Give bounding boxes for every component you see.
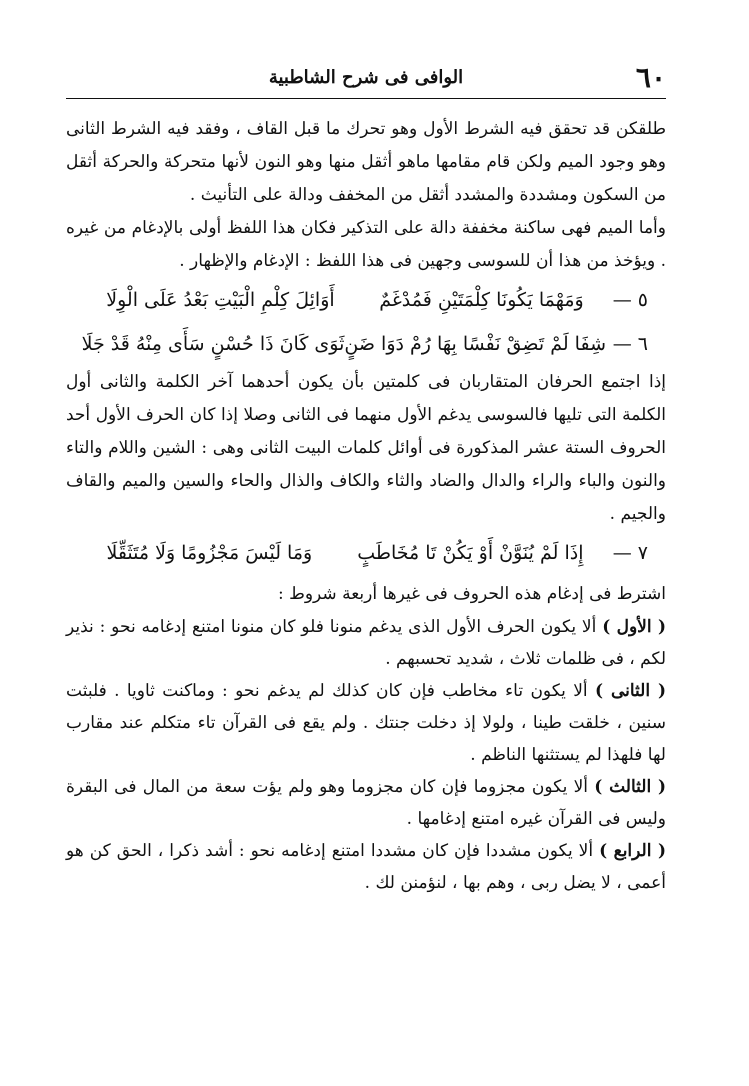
condition-third [66, 771, 666, 835]
verse-7-second-hemistich: وَمَا لَيْسَ مَجْزُومًا وَلَا مُتَثَقِّلَا [106, 542, 313, 564]
condition-second-label: ( الثانى ) [595, 681, 666, 701]
condition-fourth-text: ألا يكون مشددا فإن كان مشددا امتنع إدغامه نحو : أشد ذكرا ، الحق كن هو أعمى ، لا يضل ربى ، وهم بها ، لنؤمنن لك . [66, 841, 666, 893]
condition-first-label: ( الأول ) [602, 617, 667, 637]
condition-first-text: ألا يكون الحرف الأول الذى يدغم منونا فلو كان منونا امتنع إدغامه نحو : نذير لكم ، فى ظلمات ثلاث ، شديد تحسبهم . [66, 617, 666, 669]
verse-5-first-hemistich: وَمَهْمَا يَكُونَا كِلْمَتَيْنِ فَمُدْغَمٌ [379, 289, 584, 311]
condition-fourth-label: ( الرابع ) [599, 841, 666, 861]
page-body [66, 113, 666, 899]
condition-third-label: ( الثالث ) [594, 777, 666, 797]
paragraph-3: إذا اجتمع الحرفان المتقاربان فى كلمتين بأن يكون أحدهما آخر الكلمة والثانى أول الكلمة التى تليها فالسوسى يدغم الأول منهما فى الثانى وصلا إذا كان الحرف الأول أحد الحروف الستة عشر المذكورة فى أوائل كلمات البيت الثانى وهى : الشين واللام والتاء والنون والباء والراء والدال والضاد والثاء والكاف والذال والحاء والسين والميم والقاف والجيم . [66, 372, 666, 524]
verse-5-number: ٥ — [612, 289, 648, 311]
verse-7 [84, 531, 648, 575]
condition-second-text: ألا يكون تاء مخاطب فإن كان كذلك لم يدغم نحو : وماكنت ثاويا . فلبثت سنين ، خلقت طينا ، ولولا إذ دخلت جنتك . ولم يقع فى القرآن تاء متكلم عند مقارب لها فلهذا لم يستثنها الناظم . [66, 681, 666, 765]
page-header [66, 58, 666, 99]
verse-7-number: ٧ — [612, 542, 648, 564]
conditions-intro: اشترط فى إدغام هذه الحروف فى غيرها أربعة شروط : [277, 584, 666, 604]
paragraph-1: طلقكن قد تحقق فيه الشرط الأول وهو تحرك ما قبل القاف ، وفقد فيه الشرط الثانى وهو وجود الميم ولكن قام مقامها ماهو أثقل منها وهو النون لأنها متحركة والحركة أثقل من السكون ومشددة والمشدد أثقل من المخفف ودالة على التأنيث . [66, 119, 666, 205]
condition-first [66, 611, 666, 675]
verse-5-second-hemistich: أَوَائِلَ كِلْمِ الْبَيْتِ بَعْدُ عَلَى الْوِلَا [106, 289, 335, 311]
verse-6 [81, 322, 648, 366]
condition-third-text: ألا يكون مجزوما فإن كان مجزوما وهو ولم يؤت سعة من المال فى البقرة وليس فى القرآن غيره امتنع إدغامها . [66, 777, 666, 829]
verse-6-second-hemistich: ثَوَى كَانَ ذَا حُسْنٍ سَأَى مِنْهُ قَدْ جَلَا [81, 333, 345, 355]
condition-second [66, 675, 666, 771]
running-title: الوافى فى شرح الشاطبية [268, 67, 464, 88]
page-number: ٦٠ [635, 61, 666, 94]
verse-6-number: ٦ — [612, 333, 648, 355]
verse-5 [84, 278, 648, 322]
verse-7-first-hemistich: إِذَا لَمْ يُنَوَّنْ أَوْ يَكُنْ تَا مُخَاطَبٍ [357, 542, 584, 564]
paragraph-2: وأما الميم فهى ساكنة مخففة دالة على التذكير فكان هذا اللفظ أولى بالإدغام من غيره . ويؤخذ من هذا أن للسوسى وجهين فى هذا اللفظ : الإدغام والإظهار . [66, 218, 666, 271]
verse-6-first-hemistich: شِفَا لَمْ تَضِقْ نَفْسًا بِهَا رُمْ دَوَا ضَنٍ [344, 333, 606, 355]
book-page [66, 58, 666, 1038]
condition-fourth [66, 835, 666, 899]
